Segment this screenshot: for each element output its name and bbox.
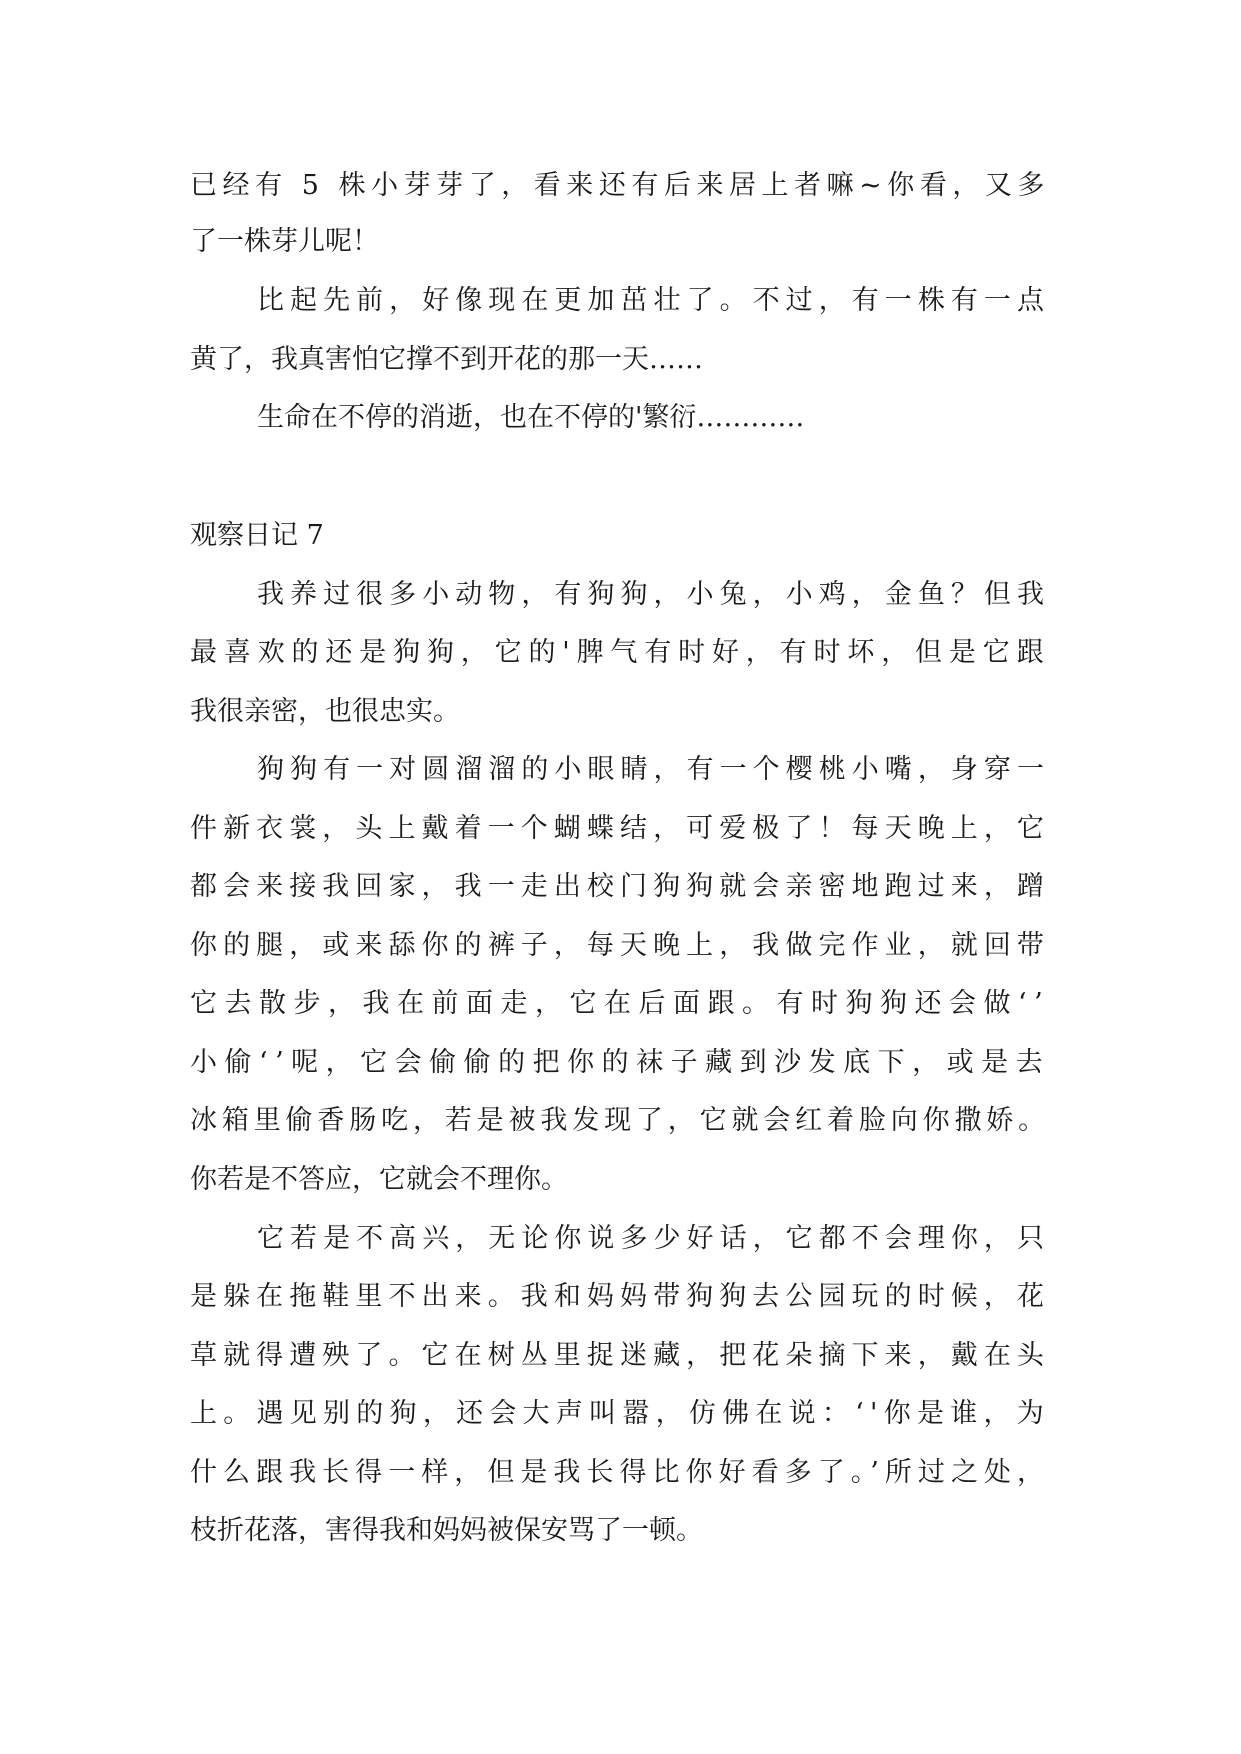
text-line: 件新衣裳，头上戴着一个蝴蝶结，可爱极了！每天晚上，它 [190,813,1050,844]
text-line: 冰箱里偷香肠吃，若是被我发现了，它就会红着脸向你撒娇。 [190,1105,1050,1136]
text-line: 生命在不停的消逝，也在不停的'繁衍………… [257,402,805,433]
text-line: 它若是不高兴，无论你说多少好话，它都不会理你，只 [257,1223,1050,1254]
text-line: 什么跟我长得一样，但是我长得比你好看多了。’所过之处， [190,1457,1051,1488]
text-line: 我很亲密，也很忠实。 [190,696,460,727]
text-line: 我养过很多小动物，有狗狗，小兔，小鸡，金鱼？但我 [257,579,1050,610]
text-line: 了一株芽儿呢！ [190,226,379,257]
text-line: 黄了，我真害怕它撑不到开花的那一天…… [190,344,703,375]
text-line: 上。遇见别的狗，还会大声叫嚣，仿佛在说：‘'你是谁，为 [190,1398,1051,1429]
text-line: 都会来接我回家，我一走出校门狗狗就会亲密地跑过来，蹭 [190,871,1050,902]
text-line: 最喜欢的还是狗狗，它的'脾气有时好，有时坏，但是它跟 [190,637,1051,668]
text-line: 枝折花落，害得我和妈妈被保安骂了一顿。 [190,1515,703,1546]
text-line: 小偷‘’呢，它会偷偷的把你的袜子藏到沙发底下，或是去 [190,1047,1051,1078]
text-line: 草就得遭殃了。它在树丛里捉迷藏，把花朵摘下来，戴在头 [190,1340,1050,1371]
text-line: 你的腿，或来舔你的裤子，每天晚上，我做完作业，就回带 [190,930,1050,961]
text-line: 已经有 5 株小芽芽了，看来还有后来居上者嘛~你看，又多 [190,170,1050,201]
section-heading: 观察日记 7 [190,520,324,551]
text-line: 它去散步，我在前面走，它在后面跟。有时狗狗还会做‘’ [190,988,1051,1019]
text-line: 你若是不答应，它就会不理你。 [190,1164,568,1195]
text-line: 比起先前，好像现在更加茁壮了。不过，有一株有一点 [257,285,1050,316]
text-line: 是躲在拖鞋里不出来。我和妈妈带狗狗去公园玩的时候，花 [190,1281,1050,1312]
text-line: 狗狗有一对圆溜溜的小眼睛，有一个樱桃小嘴，身穿一 [257,754,1050,785]
